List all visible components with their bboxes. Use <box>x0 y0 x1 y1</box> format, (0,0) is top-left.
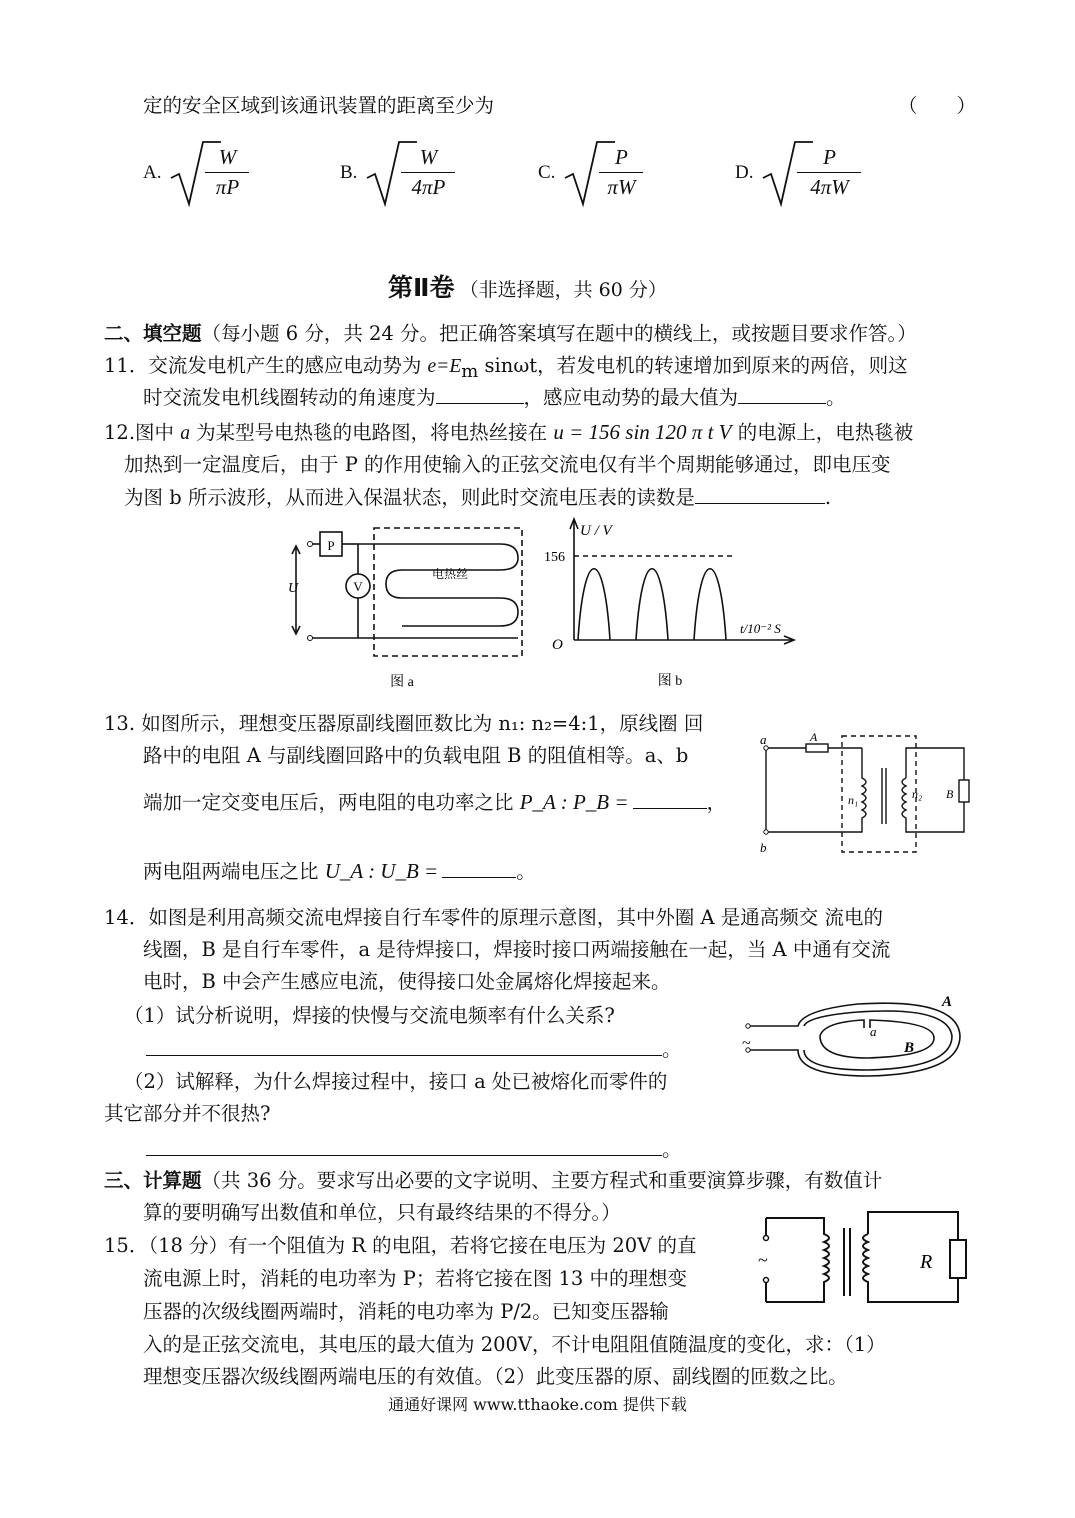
q11-sub: m <box>461 360 479 382</box>
answer-blank[interactable] <box>436 383 524 404</box>
q13-text: 两电阻两端电压之比 <box>143 860 325 883</box>
fig15-r-label: R <box>920 1251 933 1273</box>
section-title-sub: （非选择题，共 60 分） <box>459 279 667 301</box>
q14-line4: （1）试分析说明，焊接的快慢与交流电频率有什么关系? <box>124 1004 615 1027</box>
fig14-a-label: a <box>870 1024 877 1039</box>
q12-text: . <box>824 486 832 509</box>
q11-text: 。 <box>826 386 846 409</box>
denominator: πW <box>607 174 636 199</box>
answer-blank[interactable] <box>695 483 825 504</box>
fig-a-p-label: P <box>327 538 335 553</box>
q15-line5: 理想变压器次级线圈两端电压的有效值。（2）此变压器的原、副线圈的匝数之比。 <box>143 1365 848 1388</box>
q13-formula: U_A : U_B = <box>324 859 439 883</box>
q12-line3 <box>124 482 831 514</box>
fig-a-caption: 图 a <box>390 675 414 690</box>
answer-blank[interactable] <box>146 1135 662 1156</box>
fill-heading-label: 二、填空题 <box>104 322 202 345</box>
option-c <box>538 138 643 208</box>
q12-text: 12.图中 <box>104 421 181 444</box>
section-title-main: 第Ⅱ卷 <box>388 273 455 302</box>
q13-text: ， <box>706 791 727 814</box>
q11-text: sinωt，若发电机的转速增加到原来的两倍，则这 <box>478 354 908 377</box>
q12-text: 为某型号电热毯的电路图，将电热丝接在 <box>189 421 554 444</box>
q15-line3: 压器的次级线圈两端时，消耗的电功率为 P/2。已知变压器输 <box>143 1300 669 1323</box>
fig13-n2-label: n₂ <box>912 787 923 801</box>
figure-15-transformer <box>756 1208 972 1313</box>
fill-heading <box>104 318 917 350</box>
q12-formula: u = 156 sin 120 π t V <box>553 420 732 444</box>
option-label: A. <box>143 162 162 183</box>
fig-b-xlabel: t/10⁻² S <box>740 621 781 636</box>
answer-blank[interactable] <box>738 383 826 404</box>
q13-line3 <box>143 786 726 819</box>
fig-a-wire-label: 电热丝 <box>432 567 469 581</box>
fig13-A-label: A <box>810 732 818 744</box>
fig13-B-label: B <box>946 787 954 801</box>
q12-text: 为图 b 所示波形，从而进入保温状态，则此时交流电压表的读数是 <box>124 486 695 509</box>
q12-var: a <box>180 423 190 444</box>
q14-line8 <box>146 1134 682 1166</box>
option-b <box>340 138 455 208</box>
q11-text: 时交流发电机线圈转动的角速度为 <box>143 386 436 409</box>
q14-text: 。 <box>662 1138 682 1161</box>
q15-line4: 入的是正弦交流电，其电压的最大值为 200V，不计电阻阻值随温度的变化，求：（1） <box>143 1333 886 1356</box>
option-label: D. <box>735 162 754 183</box>
q13-text: 。 <box>516 860 536 883</box>
option-label: B. <box>340 162 358 183</box>
q12-line1 <box>104 416 913 450</box>
q11-text: ，感应电动势的最大值为 <box>523 386 739 409</box>
q12-line2: 加热到一定温度后，由于 P 的作用使输入的正弦交流电仅有半个周期能够通过，即电压变 <box>124 453 891 476</box>
q13-line2: 路中的电阻 A 与副线圈回路中的负载电阻 B 的阻值相等。a、b <box>143 744 689 767</box>
fig14-ac-symbol: ~ <box>742 1035 751 1052</box>
option-d <box>735 138 861 208</box>
answer-paren: （ ） <box>898 94 977 117</box>
denominator: πP <box>215 174 240 199</box>
fig-b-peak: 156 <box>544 550 565 565</box>
numerator: W <box>419 144 438 169</box>
figure-a <box>282 520 532 695</box>
q11-formula: e=E <box>427 356 462 377</box>
denominator: 4πW <box>810 174 849 199</box>
numerator: P <box>615 144 628 169</box>
q13-line1: 13. 如图所示，理想变压器原副线圈匝数比为 n₁: n₂=4:1，原线圈 回 <box>104 712 704 735</box>
numerator: P <box>823 144 836 169</box>
figure-14-welding <box>738 992 974 1087</box>
calc-heading-line2: 算的要明确写出数值和单位，只有最终结果的不得分。） <box>143 1201 621 1224</box>
q15-line2: 流电源上时，消耗的电功率为 P；若将它接在图 13 中的理想变 <box>143 1267 688 1290</box>
q14-text: 。 <box>662 1038 682 1061</box>
answer-blank[interactable] <box>633 788 707 809</box>
page-footer: 通通好课网 www.tthaoke.com 提供下载 <box>388 1395 687 1414</box>
answer-blank[interactable] <box>442 857 516 878</box>
fig14-A-label: A <box>942 994 953 1010</box>
q13-line4 <box>143 855 536 888</box>
fig-b-ylabel: U / V <box>580 523 612 539</box>
q11-line2 <box>143 382 846 414</box>
q14-line1: 14．如图是利用高频交流电焊接自行车零件的原理示意图，其中外圈 A 是通高频交 流电的 <box>104 906 883 929</box>
fig13-n1-label: n₁ <box>848 793 859 807</box>
fig-a-u-label: U <box>288 581 299 596</box>
fig-b-caption: 图 b <box>657 674 683 689</box>
q14-line3: 电时，B 中会产生感应电流，使得接口处金属熔化焊接起来。 <box>143 970 671 993</box>
fill-heading-note: （每小题 6 分，共 24 分。把正确答案填写在题中的横线上，或按题目要求作答。） <box>201 322 917 345</box>
numerator: W <box>218 144 237 169</box>
calc-heading-note: （共 36 分。要求写出必要的文字说明、主要方程式和重要演算步骤，有数值计 <box>201 1169 883 1192</box>
q11-text: 11．交流发电机产生的感应电动势为 <box>104 354 428 377</box>
section-title <box>388 268 667 306</box>
figure-b <box>540 515 800 695</box>
option-a <box>143 138 249 208</box>
q14-line7: 其它部分并不很热? <box>104 1102 271 1125</box>
q13-formula: P_A : P_B = <box>519 790 629 814</box>
fig-a-v-label: V <box>353 579 363 594</box>
question-continuation: 定的安全区域到该通讯装置的距离至少为 <box>143 94 495 117</box>
q14-line5 <box>146 1034 682 1066</box>
q14-line2: 线圈，B 是自行车零件，a 是待焊接口，焊接时接口两端接触在一起，当 A 中通有交流 <box>143 938 891 961</box>
fig13-b-label: b <box>760 840 767 855</box>
calc-heading-line1 <box>104 1165 882 1197</box>
fig13-a-label: a <box>760 732 767 747</box>
denominator: 4πP <box>411 174 446 199</box>
option-label: C. <box>538 162 556 183</box>
q14-line6: （2）试解释，为什么焊接过程中，接口 a 处已被熔化而零件的 <box>124 1070 668 1093</box>
figure-13-transformer <box>756 732 971 857</box>
q15-line1: 15．（18 分）有一个阻值为 R 的电阻，若将它接在电压为 20V 的直 <box>104 1234 697 1257</box>
answer-blank[interactable] <box>146 1035 662 1056</box>
fig-b-origin: O <box>552 637 563 653</box>
q13-text: 端加一定交变电压后，两电阻的电功率之比 <box>143 791 520 814</box>
fig15-ac-symbol: ~ <box>758 1250 768 1270</box>
q12-text: 的电源上，电热毯被 <box>731 421 914 444</box>
calc-heading-label: 三、计算题 <box>104 1169 202 1192</box>
fig14-B-label: B <box>904 1040 915 1056</box>
